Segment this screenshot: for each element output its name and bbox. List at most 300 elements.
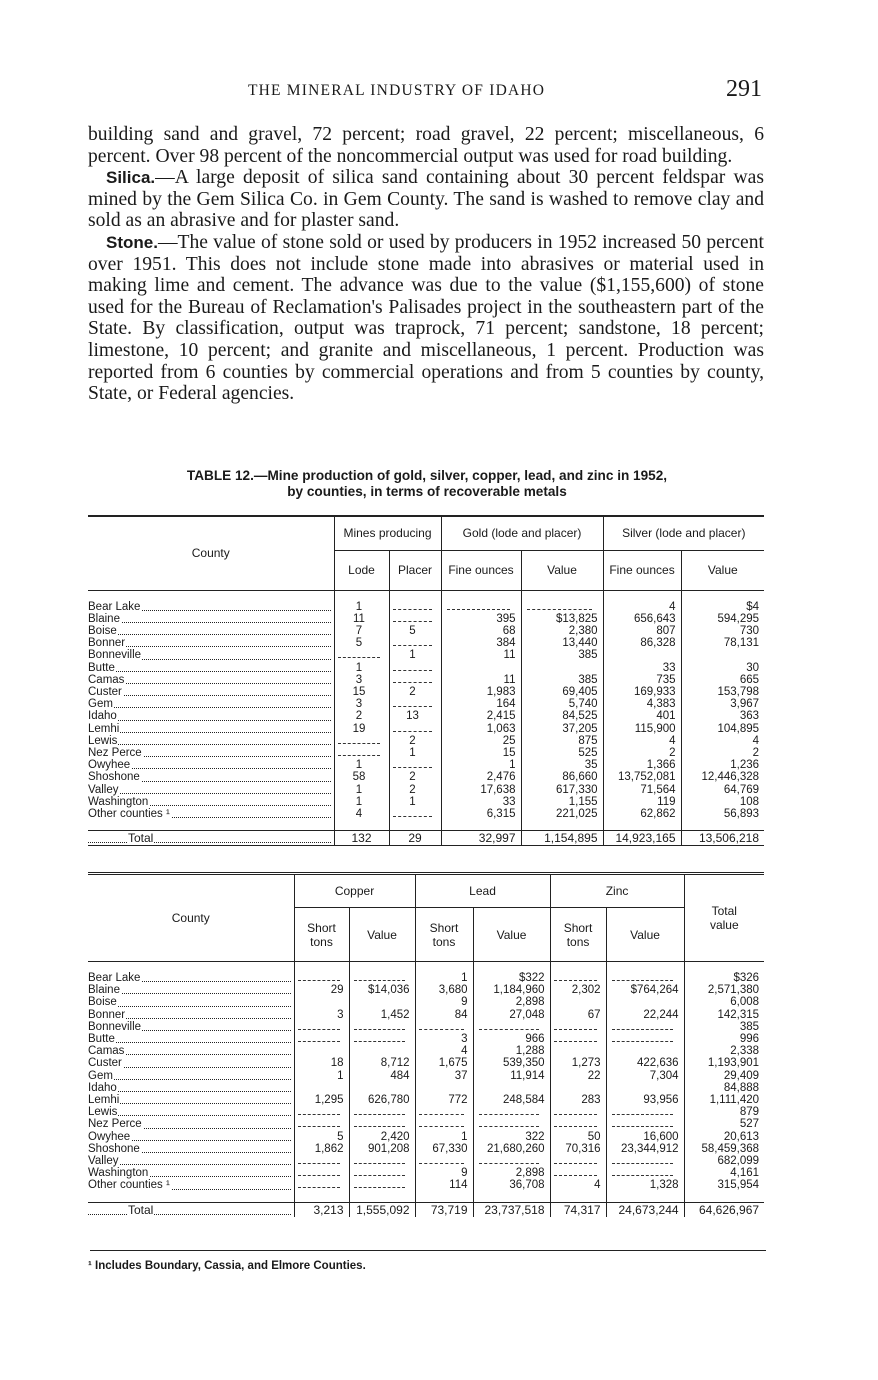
no-value-dash — [419, 1022, 463, 1030]
header-zinc-value: Value — [606, 908, 684, 962]
silver-fine-ounces: 807 — [603, 625, 681, 637]
silver-fine-ounces — [603, 649, 681, 661]
runin-heading-stone: Stone. — [106, 232, 158, 252]
county-name: Nez Perce — [88, 1118, 294, 1130]
table-row — [88, 601, 764, 613]
copper-short-tons — [294, 996, 349, 1008]
header-copper-value: Value — [349, 908, 415, 962]
county-name: Valley — [88, 1155, 294, 1167]
zinc-short-tons: 70,316 — [550, 1143, 606, 1155]
copper-short-tons — [294, 1082, 349, 1094]
mines-lode: 58 — [334, 771, 389, 783]
copper-value — [349, 1118, 415, 1130]
table-caption-line2: by counties, in terms of recoverable metals — [287, 484, 567, 499]
table-row — [88, 1094, 764, 1106]
copper-short-tons: 18 — [294, 1057, 349, 1069]
silver-fine-ounces: 656,643 — [603, 613, 681, 625]
header-county-b: County — [171, 911, 210, 925]
header-zinc: Zinc — [550, 874, 684, 908]
county-name: Shoshone — [88, 1143, 294, 1155]
lead-short-tons: 4 — [415, 1045, 473, 1057]
table-copper-lead-zinc — [88, 872, 764, 1217]
table-row — [88, 613, 764, 625]
zinc-short-tons — [550, 1106, 606, 1118]
zinc-value — [606, 1106, 684, 1118]
gold-value: 525 — [521, 747, 603, 759]
mines-placer — [389, 759, 441, 771]
copper-value — [349, 1045, 415, 1057]
total-label: Total — [88, 831, 334, 846]
county-name: Shoshone — [88, 771, 334, 783]
table-row — [88, 759, 764, 771]
table-copper-lead-zinc-body — [88, 962, 764, 1192]
county-name: Valley — [88, 784, 334, 796]
no-value-dash — [393, 675, 432, 683]
zinc-short-tons: 1,273 — [550, 1057, 606, 1069]
zinc-value — [606, 1033, 684, 1045]
zinc-short-tons — [550, 1045, 606, 1057]
gold-fine-ounces: 2,476 — [441, 771, 521, 783]
mines-placer — [389, 723, 441, 735]
gold-fine-ounces: 1,983 — [441, 686, 521, 698]
lead-short-tons: 37 — [415, 1070, 473, 1082]
no-value-dash — [298, 1168, 340, 1176]
lead-short-tons: 114 — [415, 1179, 473, 1191]
header-gold-fine-ounces: Fine ounces — [441, 550, 521, 590]
table-row — [88, 796, 764, 808]
gold-value: 617,330 — [521, 784, 603, 796]
zinc-short-tons — [550, 1118, 606, 1130]
no-value-dash — [393, 663, 432, 671]
zinc-value — [606, 1021, 684, 1033]
header-silver-value: Value — [681, 550, 764, 590]
county-name: Bonneville — [88, 649, 334, 661]
county-name: Custer — [88, 686, 334, 698]
mines-placer: 1 — [389, 796, 441, 808]
table-row — [88, 637, 764, 649]
silver-value: 3,967 — [681, 698, 764, 710]
county-name: Gem — [88, 698, 334, 710]
total-copper-short-tons: 3,213 — [294, 1202, 349, 1217]
silver-value: 30 — [681, 662, 764, 674]
no-value-dash — [419, 1156, 463, 1164]
copper-value: 8,712 — [349, 1057, 415, 1069]
no-value-dash — [479, 1107, 539, 1115]
silver-fine-ounces: 62,862 — [603, 808, 681, 820]
total-placer: 29 — [389, 831, 441, 846]
copper-value: 2,420 — [349, 1131, 415, 1143]
zinc-value: $764,264 — [606, 984, 684, 996]
silver-fine-ounces: 1,366 — [603, 759, 681, 771]
body-text — [88, 124, 764, 405]
mines-placer: 2 — [389, 686, 441, 698]
total-value: 142,315 — [684, 1009, 764, 1021]
county-name: Butte — [88, 1033, 294, 1045]
lead-short-tons — [415, 1082, 473, 1094]
county-name: Custer — [88, 1057, 294, 1069]
copper-short-tons — [294, 1155, 349, 1167]
zinc-value: 7,304 — [606, 1070, 684, 1082]
mines-placer — [389, 808, 441, 820]
silver-fine-ounces: 119 — [603, 796, 681, 808]
total-value: 527 — [684, 1118, 764, 1130]
paragraph-silica — [88, 167, 764, 232]
silver-fine-ounces: 115,900 — [603, 723, 681, 735]
no-value-dash — [354, 1022, 405, 1030]
footnote: ¹ Includes Boundary, Cassia, and Elmore Counties. — [88, 1260, 366, 1272]
gold-fine-ounces: 395 — [441, 613, 521, 625]
county-name: Lemhi — [88, 723, 334, 735]
copper-value: $14,036 — [349, 984, 415, 996]
lead-short-tons: 1,675 — [415, 1057, 473, 1069]
copper-short-tons — [294, 1106, 349, 1118]
zinc-short-tons — [550, 1021, 606, 1033]
total-value: 29,409 — [684, 1070, 764, 1082]
table-row — [88, 808, 764, 820]
county-name: Boise — [88, 996, 294, 1008]
copper-short-tons: 3 — [294, 1009, 349, 1021]
header-lead-short-tons: Short tons — [415, 908, 473, 962]
lead-value: 36,708 — [473, 1179, 550, 1191]
no-value-dash — [354, 1119, 405, 1127]
gold-fine-ounces: 25 — [441, 735, 521, 747]
silver-value: $4 — [681, 601, 764, 613]
mines-placer: 5 — [389, 625, 441, 637]
gold-value: 13,440 — [521, 637, 603, 649]
copper-short-tons: 29 — [294, 984, 349, 996]
silver-value: 363 — [681, 710, 764, 722]
county-name: Camas — [88, 674, 334, 686]
zinc-short-tons — [550, 996, 606, 1008]
silver-fine-ounces: 4 — [603, 601, 681, 613]
silver-value: 1,236 — [681, 759, 764, 771]
mines-lode: 4 — [334, 808, 389, 820]
table-copper-lead-zinc-total-row — [88, 1202, 764, 1217]
header-gold-value: Value — [521, 550, 603, 590]
table-row — [88, 625, 764, 637]
total-lead-short-tons: 73,719 — [415, 1202, 473, 1217]
gold-fine-ounces: 6,315 — [441, 808, 521, 820]
mines-lode — [334, 735, 389, 747]
copper-value — [349, 1106, 415, 1118]
lead-value: 322 — [473, 1131, 550, 1143]
county-name: Camas — [88, 1045, 294, 1057]
mines-lode: 5 — [334, 637, 389, 649]
mines-placer — [389, 674, 441, 686]
table-row — [88, 1118, 764, 1130]
county-name: Lewis — [88, 1106, 294, 1118]
no-value-dash — [554, 973, 597, 981]
table-row — [88, 1057, 764, 1069]
silver-fine-ounces: 33 — [603, 662, 681, 674]
silver-fine-ounces: 86,328 — [603, 637, 681, 649]
silver-value: 594,295 — [681, 613, 764, 625]
copper-value: 484 — [349, 1070, 415, 1082]
header-county: County — [191, 546, 230, 561]
mines-placer — [389, 698, 441, 710]
no-value-dash — [393, 760, 432, 768]
mines-lode: 1 — [334, 662, 389, 674]
header-placer: Placer — [389, 550, 441, 590]
lead-value: 966 — [473, 1033, 550, 1045]
header-gold: Gold (lode and placer) — [441, 516, 603, 550]
no-value-dash — [612, 1107, 673, 1115]
no-value-dash — [612, 1168, 673, 1176]
total-value: 84,888 — [684, 1082, 764, 1094]
gold-fine-ounces: 384 — [441, 637, 521, 649]
mines-placer: 2 — [389, 784, 441, 796]
no-value-dash — [354, 1180, 405, 1188]
total-gold-fine-ounces: 32,997 — [441, 831, 521, 846]
table-row — [88, 1045, 764, 1057]
table-row — [88, 1179, 764, 1191]
no-value-dash — [479, 1119, 539, 1127]
gold-fine-ounces: 17,638 — [441, 784, 521, 796]
header-total-value: Total value — [684, 874, 764, 962]
county-name: Bear Lake — [88, 972, 294, 984]
lead-short-tons: 1 — [415, 1131, 473, 1143]
copper-value — [349, 1082, 415, 1094]
county-name: Washington — [88, 1167, 294, 1179]
zinc-value: 23,344,912 — [606, 1143, 684, 1155]
lead-short-tons — [415, 1021, 473, 1033]
county-name: Lewis — [88, 735, 334, 747]
no-value-dash — [419, 1107, 463, 1115]
table-gold-silver — [88, 515, 764, 846]
zinc-value: 422,636 — [606, 1057, 684, 1069]
mines-lode: 11 — [334, 613, 389, 625]
lead-short-tons: 9 — [415, 996, 473, 1008]
lead-short-tons: 1 — [415, 972, 473, 984]
paragraph-silica-text: —A large deposit of silica sand containing about 30 percent feldspar was mined by the Gem Silica Co. in Gem County. The sand is washed to remove clay and sold as an abrasive and for plaster sand. — [88, 167, 764, 232]
silver-value: 2 — [681, 747, 764, 759]
zinc-value — [606, 1082, 684, 1094]
lead-value — [473, 1021, 550, 1033]
gold-fine-ounces — [441, 662, 521, 674]
silver-value: 4 — [681, 735, 764, 747]
mines-lode: 1 — [334, 784, 389, 796]
zinc-short-tons: 22 — [550, 1070, 606, 1082]
no-value-dash — [612, 1034, 673, 1042]
header-silver: Silver (lode and placer) — [603, 516, 764, 550]
lead-value — [473, 1082, 550, 1094]
lead-value: 1,288 — [473, 1045, 550, 1057]
gold-value — [521, 662, 603, 674]
table-caption — [88, 468, 766, 500]
copper-short-tons — [294, 1033, 349, 1045]
no-value-dash — [447, 602, 510, 610]
no-value-dash — [354, 1107, 405, 1115]
no-value-dash — [554, 1034, 597, 1042]
mines-lode: 1 — [334, 796, 389, 808]
no-value-dash — [554, 1107, 597, 1115]
header-lead-value: Value — [473, 908, 550, 962]
copper-short-tons — [294, 1021, 349, 1033]
mines-lode: 1 — [334, 601, 389, 613]
copper-value — [349, 972, 415, 984]
lead-value: 11,914 — [473, 1070, 550, 1082]
table-row — [88, 723, 764, 735]
paragraph-sand-gravel: building sand and gravel, 72 percent; road gravel, 22 percent; miscellaneous, 6 percent. Over 98 percent of the noncommercial output was used for road building. — [88, 124, 764, 167]
zinc-value: 16,600 — [606, 1131, 684, 1143]
no-value-dash — [554, 1156, 597, 1164]
mines-placer: 1 — [389, 747, 441, 759]
table-row — [88, 1082, 764, 1094]
silver-value: 730 — [681, 625, 764, 637]
zinc-value — [606, 972, 684, 984]
silver-value — [681, 649, 764, 661]
gold-value: 2,380 — [521, 625, 603, 637]
total-value: 2,571,380 — [684, 984, 764, 996]
gold-value: 385 — [521, 649, 603, 661]
lead-short-tons: 3,680 — [415, 984, 473, 996]
lead-short-tons: 84 — [415, 1009, 473, 1021]
mines-lode: 7 — [334, 625, 389, 637]
no-value-dash — [527, 602, 592, 610]
mines-lode: 1 — [334, 759, 389, 771]
total-value: 6,008 — [684, 996, 764, 1008]
copper-value: 1,452 — [349, 1009, 415, 1021]
table-gold-silver-total-row — [88, 831, 764, 846]
total-value: 996 — [684, 1033, 764, 1045]
gold-fine-ounces: 1,063 — [441, 723, 521, 735]
zinc-short-tons: 283 — [550, 1094, 606, 1106]
county-name: Idaho — [88, 1082, 294, 1094]
header-mines-producing: Mines producing — [334, 516, 441, 550]
lead-short-tons: 772 — [415, 1094, 473, 1106]
county-name: Owyhee — [88, 1131, 294, 1143]
copper-short-tons: 1,295 — [294, 1094, 349, 1106]
copper-short-tons — [294, 972, 349, 984]
table-row — [88, 1021, 764, 1033]
mines-lode — [334, 649, 389, 661]
paragraph-stone-text: —The value of stone sold or used by producers in 1952 increased 50 percent over 1951. This does not include stone made into abrasives or material used in making lime and cement. The advance was due to the value ($1,155,600) of stone used for the Bureau of Reclamation's Palisades project in the southeastern part of the State. By classification, output was traprock, 71 percent; sandstone, 18 percent; limestone, 10 percent; and granite and miscellaneous, 1 percent. Production was reported from 6 counties by commercial operations and from 5 counties by county, State, or Federal agencies. — [88, 231, 764, 405]
lead-short-tons — [415, 1155, 473, 1167]
table-row — [88, 1106, 764, 1118]
lead-value: 2,898 — [473, 996, 550, 1008]
no-value-dash — [298, 1119, 340, 1127]
gold-fine-ounces: 164 — [441, 698, 521, 710]
table-row — [88, 698, 764, 710]
total-lode: 132 — [334, 831, 389, 846]
gold-fine-ounces: 1 — [441, 759, 521, 771]
county-name: Nez Perce — [88, 747, 334, 759]
lead-value: 27,048 — [473, 1009, 550, 1021]
page-number: 291 — [726, 76, 762, 102]
total-value: 682,099 — [684, 1155, 764, 1167]
no-value-dash — [393, 602, 432, 610]
gold-value — [521, 601, 603, 613]
mines-lode — [334, 747, 389, 759]
county-name: Bonneville — [88, 1021, 294, 1033]
table-row — [88, 972, 764, 984]
table-row — [88, 1070, 764, 1082]
copper-value — [349, 1033, 415, 1045]
table-row — [88, 1033, 764, 1045]
mines-lode: 3 — [334, 698, 389, 710]
no-value-dash — [612, 1022, 673, 1030]
no-value-dash — [298, 1156, 340, 1164]
gold-fine-ounces: 11 — [441, 674, 521, 686]
table-caption-line1: TABLE 12.—Mine production of gold, silver, copper, lead, and zinc in 1952, — [186, 468, 668, 483]
no-value-dash — [298, 1107, 340, 1115]
zinc-value — [606, 996, 684, 1008]
silver-fine-ounces: 4,383 — [603, 698, 681, 710]
no-value-dash — [612, 1119, 673, 1127]
copper-value: 626,780 — [349, 1094, 415, 1106]
total-zinc-value: 24,673,244 — [606, 1202, 684, 1217]
silver-fine-ounces: 4 — [603, 735, 681, 747]
lead-short-tons — [415, 1118, 473, 1130]
total-value: 1,111,420 — [684, 1094, 764, 1106]
gold-value: 221,025 — [521, 808, 603, 820]
county-name: Owyhee — [88, 759, 334, 771]
county-name: Blaine — [88, 613, 334, 625]
zinc-short-tons — [550, 1082, 606, 1094]
total-gold-value: 1,154,895 — [521, 831, 603, 846]
gold-value: 875 — [521, 735, 603, 747]
zinc-value — [606, 1118, 684, 1130]
zinc-short-tons — [550, 1155, 606, 1167]
copper-value — [349, 1167, 415, 1179]
zinc-value — [606, 1155, 684, 1167]
total-silver-value: 13,506,218 — [681, 831, 764, 846]
silver-value: 56,893 — [681, 808, 764, 820]
no-value-dash — [554, 1119, 597, 1127]
total-value: 20,613 — [684, 1131, 764, 1143]
header-copper: Copper — [294, 874, 415, 908]
mines-placer — [389, 637, 441, 649]
header-copper-short-tons: Short tons — [294, 908, 349, 962]
no-value-dash — [393, 724, 432, 732]
gold-value: 84,525 — [521, 710, 603, 722]
no-value-dash — [338, 736, 380, 744]
mines-placer — [389, 613, 441, 625]
county-name: Other counties ¹ — [88, 1179, 294, 1191]
silver-value: 104,895 — [681, 723, 764, 735]
gold-value: 86,660 — [521, 771, 603, 783]
county-name: Butte — [88, 662, 334, 674]
table-row — [88, 649, 764, 661]
no-value-dash — [612, 973, 673, 981]
mines-placer: 2 — [389, 771, 441, 783]
running-title: THE MINERAL INDUSTRY OF IDAHO — [248, 82, 546, 99]
county-name: Idaho — [88, 710, 334, 722]
copper-short-tons: 5 — [294, 1131, 349, 1143]
no-value-dash — [354, 973, 405, 981]
county-name: Washington — [88, 796, 334, 808]
no-value-dash — [554, 1022, 597, 1030]
silver-fine-ounces: 13,752,081 — [603, 771, 681, 783]
silver-value: 665 — [681, 674, 764, 686]
zinc-short-tons: 50 — [550, 1131, 606, 1143]
mines-lode: 3 — [334, 674, 389, 686]
no-value-dash — [338, 650, 380, 658]
county-name: Boise — [88, 625, 334, 637]
no-value-dash — [298, 1180, 340, 1188]
total-value: 879 — [684, 1106, 764, 1118]
zinc-short-tons — [550, 972, 606, 984]
no-value-dash — [393, 614, 432, 622]
zinc-short-tons — [550, 1033, 606, 1045]
no-value-dash — [612, 1156, 673, 1164]
paragraph-stone — [88, 232, 764, 405]
county-name: Gem — [88, 1070, 294, 1082]
table-row — [88, 1155, 764, 1167]
county-name: Lemhi — [88, 1094, 294, 1106]
no-value-dash — [393, 699, 432, 707]
running-header — [88, 76, 766, 106]
